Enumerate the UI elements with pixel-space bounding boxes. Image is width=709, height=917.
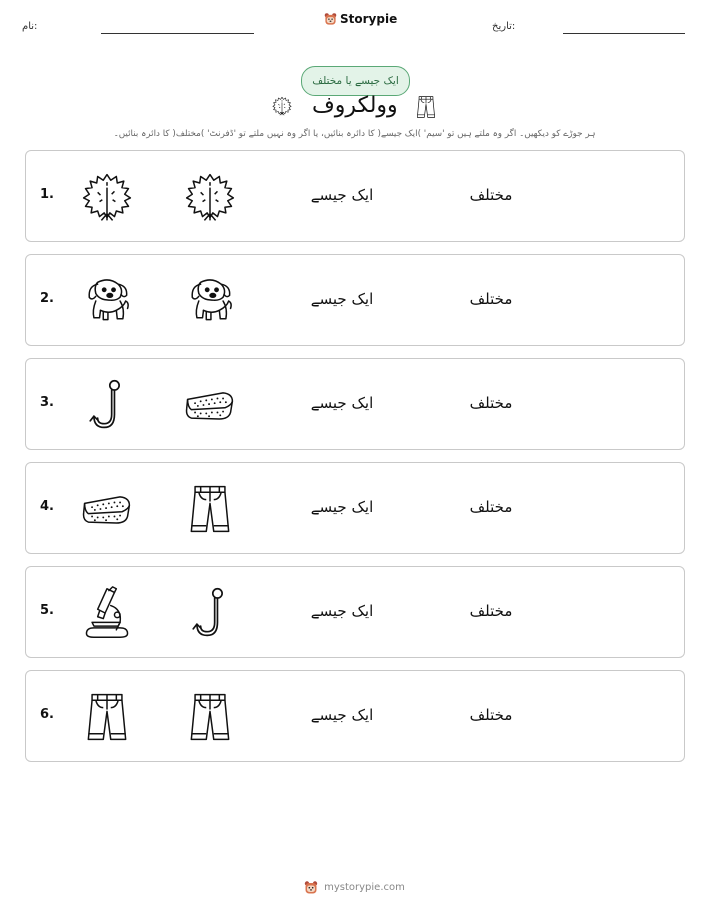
different-option[interactable]: مختلف <box>469 186 513 204</box>
sponge-icon <box>181 377 239 433</box>
different-option[interactable]: مختلف <box>469 602 513 620</box>
row-number: 2. <box>40 291 54 306</box>
durian-icon <box>78 169 136 225</box>
exercise-row <box>25 254 685 346</box>
different-option[interactable]: مختلف <box>469 706 513 724</box>
page-title: وولکروف <box>312 93 398 118</box>
exercise-row <box>25 670 685 762</box>
same-or-different-badge: ایک جیسے یا مختلف <box>301 66 410 96</box>
hook-icon <box>181 585 239 641</box>
name-line[interactable] <box>101 33 254 34</box>
same-option[interactable]: ایک جیسے <box>310 394 374 412</box>
different-option[interactable]: مختلف <box>469 290 513 308</box>
same-option[interactable]: ایک جیسے <box>310 706 374 724</box>
pants-icon <box>181 689 239 745</box>
date-line[interactable] <box>563 33 685 34</box>
bear-logo-icon <box>304 880 318 895</box>
bear-logo-icon <box>324 12 337 26</box>
different-option[interactable]: مختلف <box>469 394 513 412</box>
hook-icon <box>78 377 136 433</box>
footer-site: mystorypie.com <box>324 882 405 893</box>
durian-icon <box>271 93 293 119</box>
pants-icon <box>181 481 239 537</box>
name-label: نام: <box>22 21 38 32</box>
same-option[interactable]: ایک جیسے <box>310 602 374 620</box>
pants-icon <box>78 689 136 745</box>
row-number: 1. <box>40 187 54 202</box>
different-option[interactable]: مختلف <box>469 498 513 516</box>
row-number: 6. <box>40 707 54 722</box>
footer <box>0 880 709 895</box>
date-label: تاریخ: <box>492 21 516 32</box>
instructions: ہر جوڑے کو دیکھیں۔ اگر وہ ملتے ہیں تو 'سیم' )ایک جیسے( کا دائرہ بنائیں، یا اگر وہ نہیں ملتے تو 'ڈفرنٹ' )مختلف( کا دائرہ بنائیں۔ <box>113 129 596 139</box>
brand-logo <box>324 12 397 26</box>
same-option[interactable]: ایک جیسے <box>310 498 374 516</box>
puppy-icon <box>181 273 239 329</box>
brand-name: Storypie <box>340 12 398 26</box>
pants-icon <box>413 92 439 122</box>
same-option[interactable]: ایک جیسے <box>310 290 374 308</box>
row-number: 5. <box>40 603 54 618</box>
row-number: 4. <box>40 499 54 514</box>
exercise-row <box>25 358 685 450</box>
puppy-icon <box>78 273 136 329</box>
microscope-icon <box>78 585 136 641</box>
exercise-row <box>25 462 685 554</box>
exercise-row <box>25 566 685 658</box>
same-option[interactable]: ایک جیسے <box>310 186 374 204</box>
sponge-icon <box>78 481 136 537</box>
row-number: 3. <box>40 395 54 410</box>
exercise-row <box>25 150 685 242</box>
durian-icon <box>181 169 239 225</box>
